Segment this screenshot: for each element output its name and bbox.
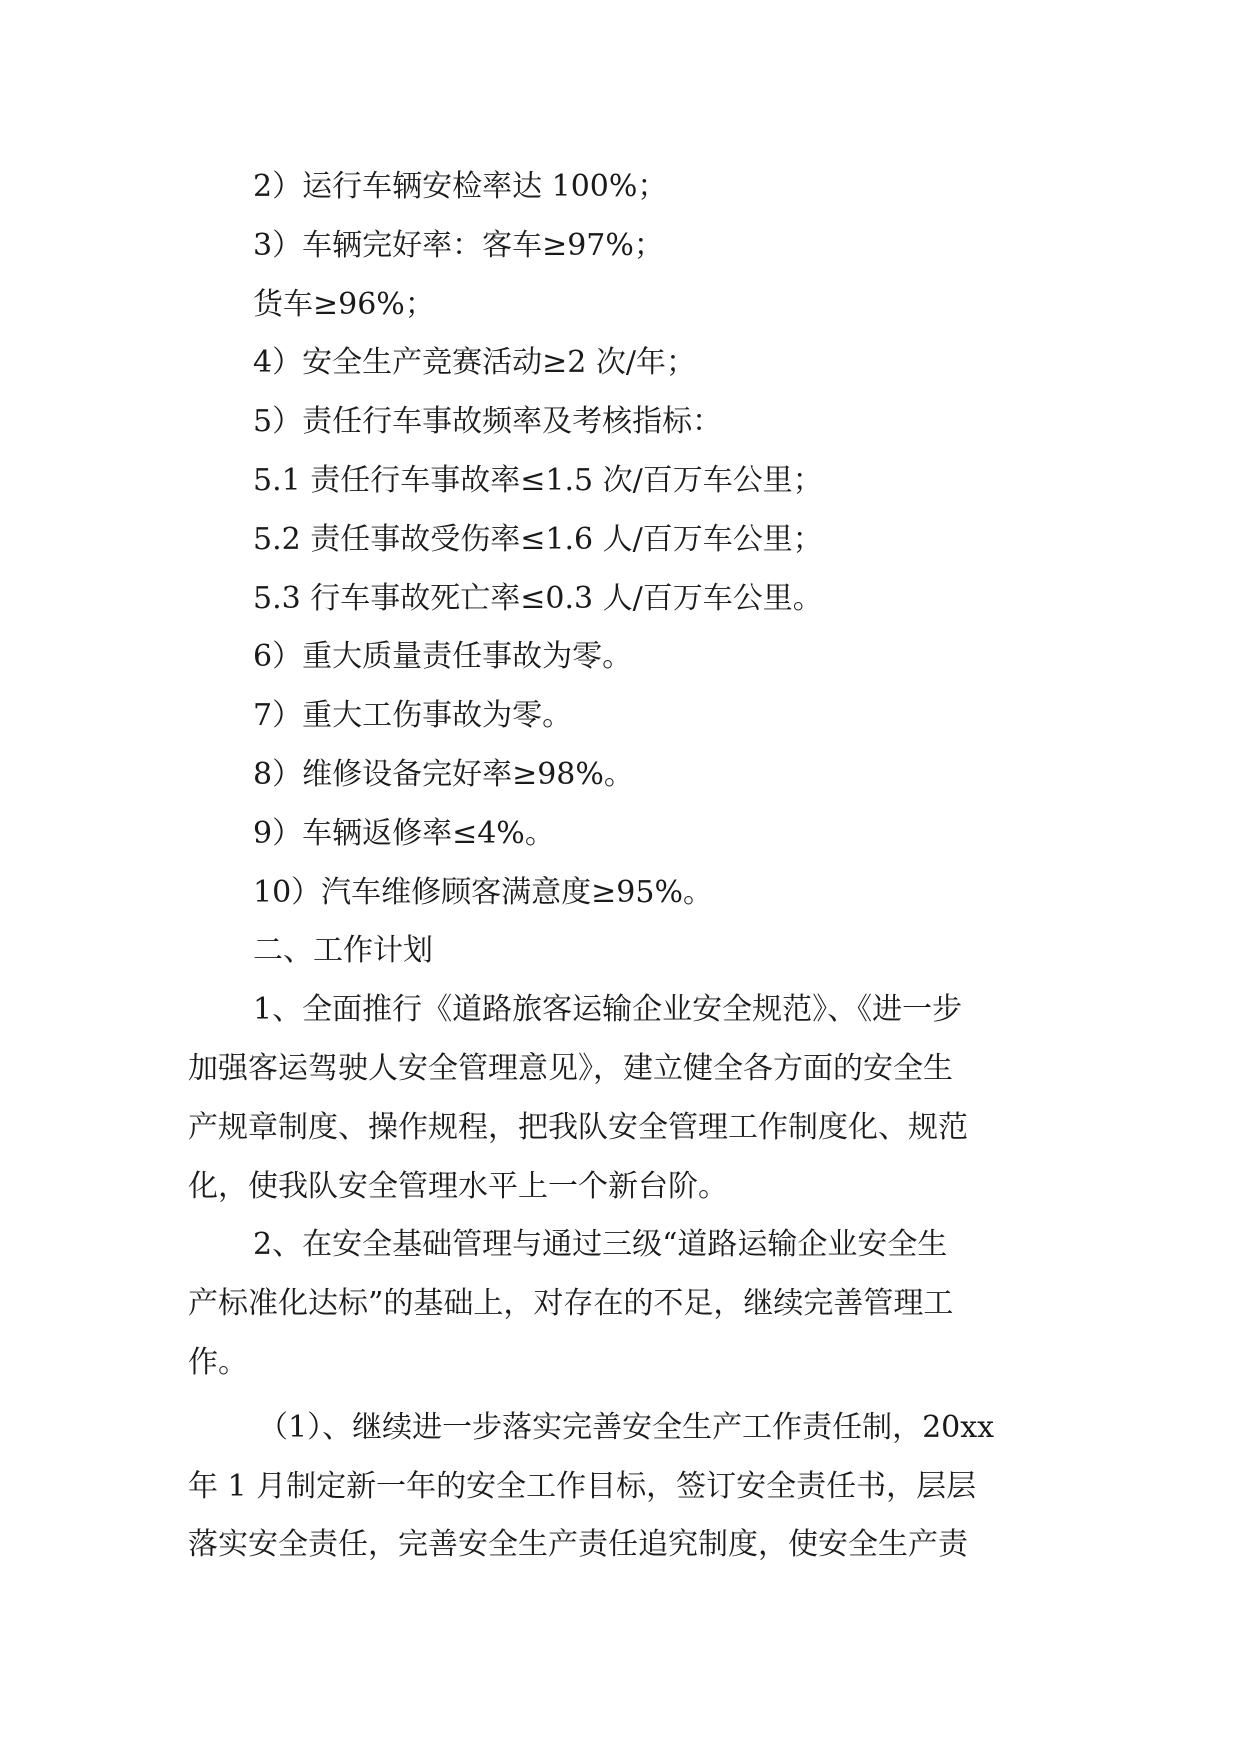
section-heading: 二、工作计划 [253, 933, 433, 969]
target-item: 5.1 责任行车事故率≤1.5 次/百万车公里； [253, 462, 823, 498]
paragraph-line: 1、全面推行《道路旅客运输企业安全规范》、《进一步 [253, 992, 963, 1028]
paragraph-line: （1）、继续进一步落实完善安全生产工作责任制，20xx [258, 1409, 995, 1445]
target-item: 5.2 责任事故受伤率≤1.6 人/百万车公里； [253, 521, 823, 557]
target-item: 6）重大质量责任事故为零。 [253, 639, 633, 675]
target-item: 5）责任行车事故频率及考核指标： [253, 404, 723, 440]
paragraph-line: 落实安全责任，完善安全生产责任追究制度，使安全生产责 [188, 1527, 968, 1563]
target-item: 8）维修设备完好率≥98%。 [253, 756, 634, 792]
paragraph-line: 2、在安全基础管理与通过三级“道路运输企业安全生 [253, 1227, 948, 1263]
target-item: 4）安全生产竞赛活动≥2 次/年； [253, 345, 696, 381]
paragraph-line: 加强客运驾驶人安全管理意见》，建立健全各方面的安全生 [188, 1050, 953, 1086]
paragraph-line: 化，使我队安全管理水平上一个新台阶。 [188, 1168, 728, 1204]
paragraph-line: 作。 [188, 1344, 248, 1380]
target-item: 3）车辆完好率：客车≥97%； [253, 227, 664, 263]
target-item: 7）重大工伤事故为零。 [253, 698, 573, 734]
paragraph-line: 产标准化达标”的基础上，对存在的不足，继续完善管理工 [188, 1286, 954, 1322]
target-item: 5.3 行车事故死亡率≤0.3 人/百万车公里。 [253, 580, 823, 616]
paragraph-line: 产规章制度、操作规程，把我队安全管理工作制度化、规范 [188, 1109, 968, 1145]
target-item: 货车≥96%； [253, 286, 435, 322]
document-body [188, 158, 1058, 1575]
target-item: 9）车辆返修率≤4%。 [253, 815, 555, 851]
target-item: 10）汽车维修顾客满意度≥95%。 [253, 874, 713, 910]
paragraph-line: 年 1 月制定新一年的安全工作目标，签订安全责任书，层层 [188, 1468, 977, 1504]
target-item: 2）运行车辆安检率达 100%； [253, 169, 668, 204]
